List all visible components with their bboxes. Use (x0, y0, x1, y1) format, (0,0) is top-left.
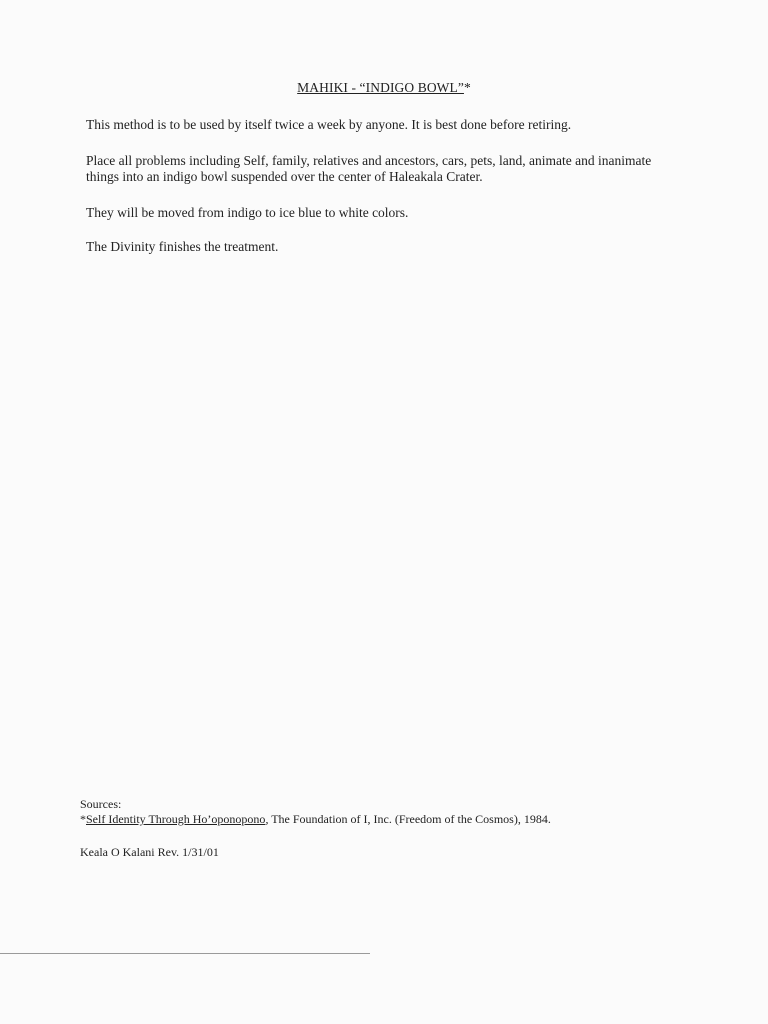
paragraph-divinity: The Divinity finishes the treatment. (86, 239, 279, 254)
sources-heading: Sources: (80, 797, 122, 811)
scan-edge-line (0, 953, 370, 954)
sources-citation (80, 812, 720, 827)
title-asterisk: * (463, 80, 471, 95)
citation-details: , The Foundation of I, Inc. (Freedom of the Cosmos), 1984. (265, 812, 551, 826)
title-text: MAHIKI - “INDIGO BOWL” (297, 80, 464, 95)
author-revision-line: Keala O Kalani Rev. 1/31/01 (80, 845, 219, 859)
paragraph-usage: This method is to be used by itself twice a week by anyone. It is best done before retiring. (86, 117, 572, 132)
citation-book-title: Self Identity Through Ho’oponopono (86, 812, 266, 826)
paragraph-problems: Place all problems including Self, family, relatives and ancestors, cars, pets, land, animate and inanimate things into an indigo bowl suspended over the center of Haleakala Crater. (86, 153, 652, 184)
document-title (0, 80, 768, 96)
sources-section (80, 797, 720, 827)
paragraph-colors: They will be moved from indigo to ice blue to white colors. (86, 205, 409, 220)
citation-asterisk: * (80, 812, 86, 826)
